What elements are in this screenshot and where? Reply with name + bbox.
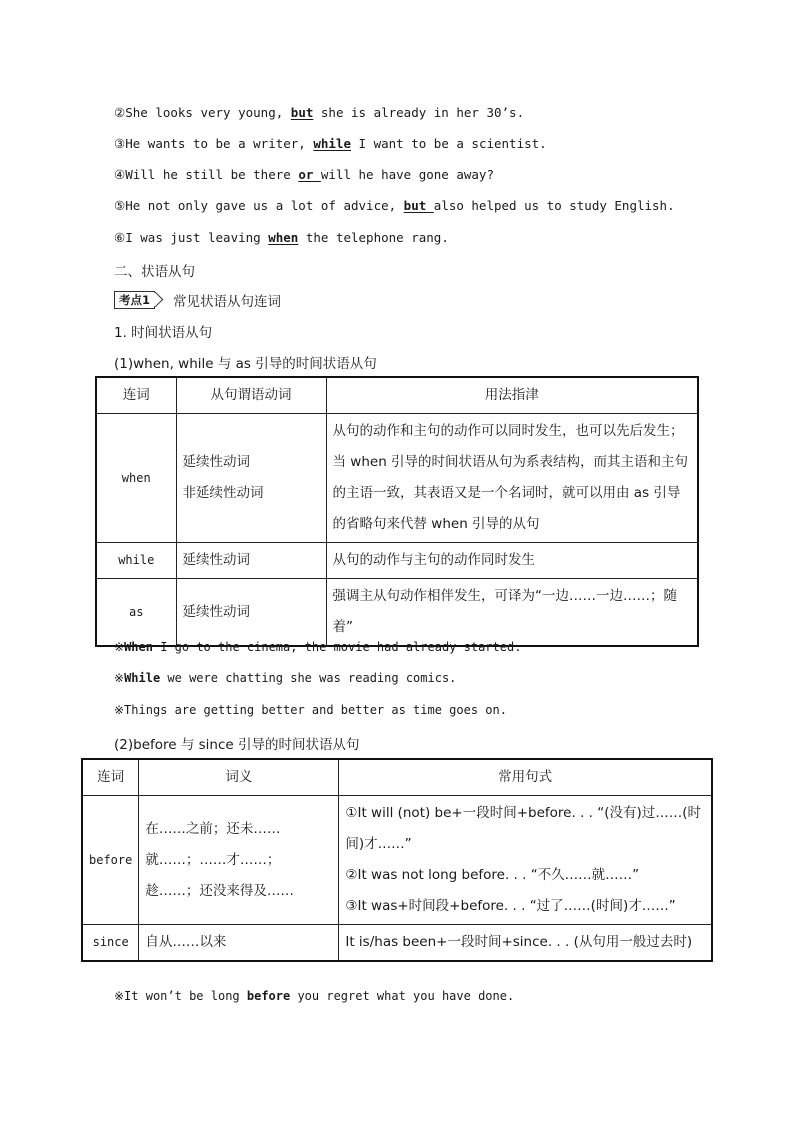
before-since-table [81, 758, 713, 962]
table-row [82, 925, 712, 962]
usage-cell: 从句的动作和主句的动作可以同时发生，也可以先后发生；当 when 引导的时间状语从句为系表结构，而其主语和主句的主语一致，其表语又是一个名词时，就可以用由 as 引导的省略句来代替 when 引导的从句 [326, 414, 698, 543]
note-keyword: While [124, 671, 161, 685]
note-text: ※ [114, 640, 125, 654]
patterns-cell [339, 796, 712, 925]
table-header-cell: 从句谓语动词 [176, 377, 326, 414]
conjunction-cell: when [96, 414, 176, 543]
table-header-cell: 常用句式 [339, 759, 712, 796]
example-note [114, 640, 521, 654]
example-keyword: when [268, 230, 299, 245]
example-number: ④ [114, 167, 126, 182]
table-header-cell: 连词 [82, 759, 139, 796]
pattern-item: ①It will (not) be+一段时间+before. . . “(没有)过……(时间)才……” [345, 805, 702, 852]
note-text: ※It won’t be long [114, 989, 247, 1003]
section-heading: 二、状语从句 [114, 264, 195, 280]
example-sentence [114, 104, 524, 122]
example-note [114, 989, 514, 1003]
example-keyword: but [290, 105, 314, 120]
conjunction-cell: since [82, 925, 139, 962]
example-text: Will he still be there [125, 167, 299, 182]
subsection-heading: 1. 时间状语从句 [114, 325, 213, 341]
table-header-cell: 用法指津 [326, 377, 698, 414]
example-sentence [114, 135, 547, 153]
example-text: He not only gave us a lot of advice, [125, 198, 404, 213]
example-text: I want to be a scientist. [351, 136, 547, 151]
usage-cell: 从句的动作与主句的动作同时发生 [326, 543, 698, 579]
example-sentence [114, 229, 449, 247]
verb-cell [176, 414, 326, 543]
note-keyword: before [246, 989, 291, 1003]
usage-cell: 强调主从句动作相伴发生，可译为“一边……一边……；随着” [326, 579, 698, 647]
example-text: She looks very young, [125, 105, 291, 120]
table-header-row [96, 377, 698, 414]
example-sentence [114, 197, 675, 215]
conjunction-cell: as [96, 579, 176, 647]
example-number: ② [114, 105, 126, 120]
example-text: she is already in her 30’s. [313, 105, 525, 120]
exam-point-title: 常见状语从句连词 [173, 294, 282, 310]
table-header-row [82, 759, 712, 796]
note-text: ※Things are getting better and better [114, 703, 392, 717]
note-keyword: as [391, 703, 406, 717]
pattern-item: ②It was not long before. . . “不久……就……” [345, 867, 640, 883]
meaning-cell: 自从……以来 [139, 925, 339, 962]
table-row [82, 796, 712, 925]
subsection-subheading: (2)before 与 since 引导的时间状语从句 [114, 737, 360, 753]
note-text: ※ [114, 671, 125, 685]
table-row [96, 414, 698, 543]
example-text: He wants to be a writer, [125, 136, 314, 151]
exam-point-row [114, 290, 281, 310]
pattern-item: ③It was+时间段+before. . . “过了……(时间)才……” [345, 898, 676, 914]
example-keyword: but [403, 198, 434, 213]
example-note [114, 671, 456, 685]
verb-cell: 延续性动词 [176, 543, 326, 579]
table-row [96, 543, 698, 579]
example-number: ⑥ [114, 230, 126, 245]
example-text: will he have gone away? [320, 167, 494, 182]
note-text: you regret what you have done. [290, 989, 515, 1003]
note-keyword: When [124, 640, 153, 654]
example-note [114, 703, 507, 717]
example-number: ③ [114, 136, 126, 151]
subsection-subheading: (1)when, while 与 as 引导的时间状语从句 [114, 356, 377, 372]
verb-type: 延续性动词 [182, 454, 250, 470]
example-sentence [114, 166, 494, 184]
meaning-cell: 在……之前；还未……就……；……才……；趁……；还没来得及…… [139, 796, 339, 925]
exam-point-badge: 考点1 [114, 291, 155, 309]
when-while-as-table [95, 376, 699, 647]
table-header-cell: 连词 [96, 377, 176, 414]
table-header-cell: 词义 [139, 759, 339, 796]
verb-cell: 延续性动词 [176, 579, 326, 647]
conjunction-cell: before [82, 796, 139, 925]
conjunction-cell: while [96, 543, 176, 579]
example-text: also helped us to study English. [433, 198, 675, 213]
note-text: I go to the cinema, the movie had already started. [152, 640, 522, 654]
example-number: ⑤ [114, 198, 126, 213]
example-text: the telephone rang. [298, 230, 449, 245]
table-row [96, 579, 698, 647]
patterns-cell: It is/has been+一段时间+since. . . (从句用一般过去时) [339, 925, 712, 962]
example-keyword: or [298, 167, 321, 182]
verb-type: 非延续性动词 [182, 485, 264, 501]
note-text: we were chatting she was reading comics. [160, 671, 457, 685]
example-text: I was just leaving [125, 230, 269, 245]
note-text: time goes on. [405, 703, 507, 717]
example-keyword: while [313, 136, 352, 151]
